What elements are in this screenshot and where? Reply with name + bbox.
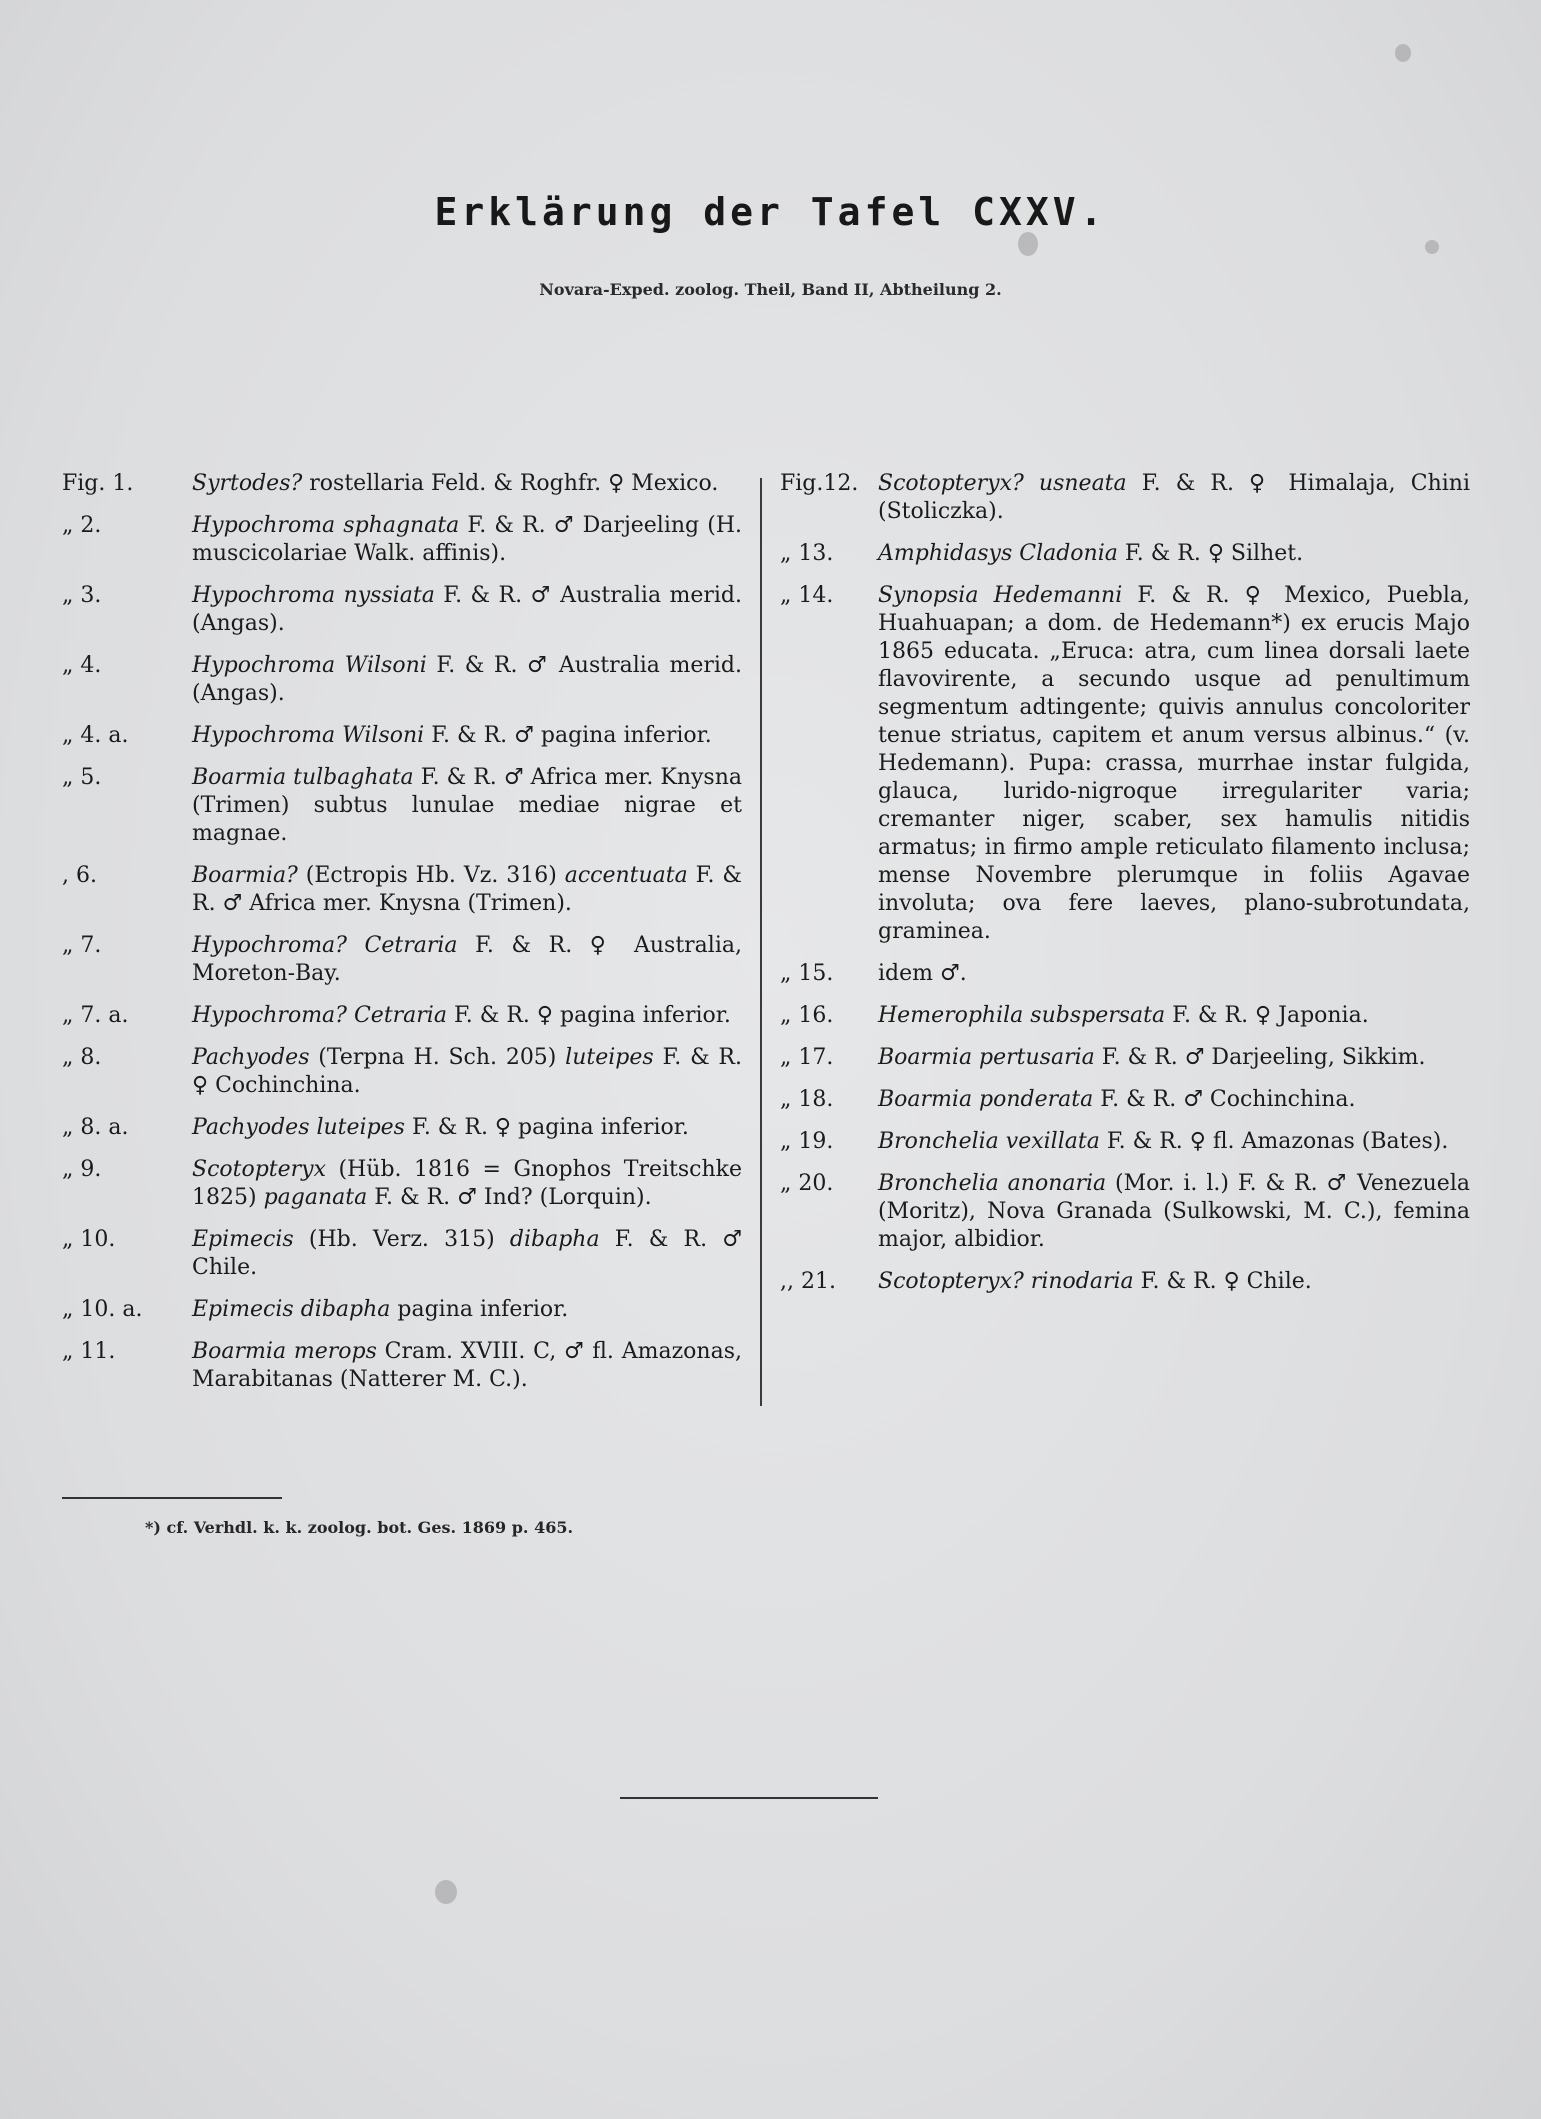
- figure-entry: [62, 582, 742, 638]
- description-text: F. & R. ♂ Australia merid. (Angas).: [192, 583, 742, 636]
- description-text: F. & R. ♂ Ind? (Lorquin).: [367, 1185, 652, 1210]
- figure-label: , 6.: [62, 863, 97, 888]
- figure-entry: [780, 540, 1470, 568]
- species-name: Pachyodes luteipes: [192, 1115, 405, 1140]
- figure-description: [192, 582, 742, 638]
- species-name: Bronchelia anonaria: [878, 1171, 1107, 1196]
- figure-label: „ 9.: [62, 1157, 102, 1182]
- figure-entry: [780, 960, 1470, 988]
- figure-entry: [62, 862, 742, 918]
- description-text: F. & R. ♀ fl. Amazonas (Bates).: [1099, 1129, 1449, 1154]
- figure-label: „ 11.: [62, 1339, 116, 1364]
- description-text: F. & R. ♀ Silhet.: [1117, 541, 1304, 566]
- description-text: F. & R. ♂ Australia merid. (Angas).: [192, 653, 742, 706]
- description-text: pagina inferior.: [390, 1297, 569, 1322]
- species-name: Scotopteryx: [192, 1157, 327, 1182]
- description-text: F. & R. ♂ Darjeeling, Sikkim.: [1094, 1045, 1426, 1070]
- figure-entry: [62, 1338, 742, 1394]
- footnote: *) cf. Verhdl. k. k. zoolog. bot. Ges. 1869 p. 465.: [145, 1518, 574, 1537]
- figure-description: [878, 1002, 1470, 1030]
- description-text: F. & R. ♀ pagina inferior.: [404, 1115, 689, 1140]
- figure-entry: [780, 1128, 1470, 1156]
- species-name: Pachyodes: [192, 1045, 310, 1070]
- species-name: Boarmia pertusaria: [878, 1045, 1095, 1070]
- species-name: Epimecis: [192, 1227, 294, 1252]
- figure-description: [878, 470, 1470, 526]
- figure-label: „ 2.: [62, 513, 102, 538]
- species-name: Boarmia merops: [192, 1339, 377, 1364]
- page-subtitle: Novara-Exped. zoolog. Theil, Band II, Abtheilung 2.: [539, 280, 1002, 299]
- figure-description: [878, 582, 1470, 946]
- figure-entry: [62, 1114, 742, 1142]
- species-name: Hypochroma? Cetraria: [192, 933, 458, 958]
- species-name: Synopsia Hedemanni: [878, 583, 1123, 608]
- species-name: Hypochroma nyssiata: [192, 583, 435, 608]
- figure-label: „ 18.: [780, 1087, 834, 1112]
- figure-entry: [780, 470, 1470, 526]
- species-name: luteipes: [565, 1045, 654, 1070]
- figure-description: [878, 1268, 1470, 1296]
- figure-entry: [62, 470, 742, 498]
- figure-entry: [62, 764, 742, 848]
- figure-entry: [62, 512, 742, 568]
- figure-label: Fig. 1.: [62, 471, 134, 496]
- description-text: F. & R. ♀ Mexico, Puebla, Huahuapan; a dom. de Hedemann*) ex erucis Majo 1865 educata. „Eruca: atra, cum linea dorsali laete flavovirente, a secundo usque ad penultimum segmentum adtingente; quivis annulus concoloriter tenue striatus, capitem et anum versus albinus.“ (v. Hedemann). Pupa: crassa, murrhae instar fulgida, glauca, lurido-nigroque irregulariter varia; cremanter niger, scaber, sex hamulis nitidis armatus; in firmo ample reticulato filamento inclusa; mense Novembre plerumque in foliis Agavae involuta; ova fere laeves, plano-subrotundata, graminea.: [878, 583, 1470, 944]
- figure-label: „ 19.: [780, 1129, 834, 1154]
- species-name: Amphidasys Cladonia: [878, 541, 1118, 566]
- description-text: (Ectropis Hb. Vz. 316): [297, 863, 565, 888]
- figure-description: [192, 722, 742, 750]
- figure-description: [192, 652, 742, 708]
- figure-entry: [62, 1296, 742, 1324]
- figure-entry: [62, 1226, 742, 1282]
- figure-entry: [62, 722, 742, 750]
- figure-label: „ 10. a.: [62, 1297, 143, 1322]
- figure-label: „ 5.: [62, 765, 102, 790]
- figure-label: „ 8. a.: [62, 1115, 129, 1140]
- figure-label: „ 3.: [62, 583, 102, 608]
- species-name: Syrtodes?: [192, 471, 303, 496]
- species-name: Hemerophila subspersata: [878, 1003, 1166, 1028]
- description-text: (Mor. i. l.) F. & R. ♂ Venezuela (Moritz), Nova Granada (Sulkowski, M. C.), femina major, albidior.: [878, 1171, 1470, 1252]
- figure-entry: [780, 1002, 1470, 1030]
- species-name: Scotopteryx? rinodaria: [878, 1269, 1134, 1294]
- figure-label: „ 4. a.: [62, 723, 129, 748]
- species-name: paganata: [263, 1185, 368, 1210]
- species-name: Scotopteryx? usneata: [878, 471, 1127, 496]
- description-text: Cram. XVIII. C, ♂ fl. Amazonas, Marabitanas (Natterer M. C.).: [192, 1339, 742, 1392]
- figure-entry: [780, 1044, 1470, 1072]
- description-text: F. & R. ♀ Australia, Moreton-Bay.: [192, 933, 742, 986]
- figure-label: „ 15.: [780, 961, 834, 986]
- figure-label: „ 7. a.: [62, 1003, 129, 1028]
- figure-entry: [62, 1002, 742, 1030]
- figure-description: [192, 1226, 742, 1282]
- figure-entry: [780, 1086, 1470, 1114]
- figure-label: „ 20.: [780, 1171, 834, 1196]
- description-text: F. & R. ♂ pagina inferior.: [424, 723, 712, 748]
- figure-description: [192, 862, 742, 918]
- species-name: dibapha: [509, 1227, 600, 1252]
- figure-entry: [780, 1170, 1470, 1254]
- figure-entry: [62, 1044, 742, 1100]
- species-name: Hypochroma Wilsoni: [192, 723, 425, 748]
- figure-description: [192, 1156, 742, 1212]
- figure-description: [878, 960, 1470, 988]
- description-text: F. & R. ♀ Himalaja, Chini (Stoliczka).: [878, 471, 1470, 524]
- figure-label: „ 14.: [780, 583, 834, 608]
- left-column: [62, 470, 742, 1408]
- page-title: Erklärung der Tafel CXXV.: [434, 190, 1107, 234]
- species-name: Boarmia tulbaghata: [192, 765, 414, 790]
- figure-description: [192, 1338, 742, 1394]
- footnote-separator: [62, 1497, 282, 1499]
- species-name: Hypochroma sphagnata: [192, 513, 460, 538]
- description-text: F. & R. ♀ pagina inferior.: [446, 1003, 731, 1028]
- figure-description: [878, 1170, 1470, 1254]
- description-text: (Hb. Verz. 315): [293, 1227, 510, 1252]
- figure-description: [192, 1296, 742, 1324]
- figure-description: [192, 1044, 742, 1100]
- figure-entry: [780, 1268, 1470, 1296]
- species-name: Bronchelia vexillata: [878, 1129, 1100, 1154]
- figure-label: „ 8.: [62, 1045, 102, 1070]
- species-name: Hypochroma Wilsoni: [192, 653, 427, 678]
- figure-description: [878, 1128, 1470, 1156]
- column-divider: [760, 478, 762, 1406]
- figure-entry: [62, 1156, 742, 1212]
- species-name: Hypochroma? Cetraria: [192, 1003, 447, 1028]
- figure-label: „ 4.: [62, 653, 102, 678]
- figure-description: [878, 1086, 1470, 1114]
- stain-spot: [1425, 240, 1439, 254]
- description-text: F. & R. ♂ Chile.: [192, 1227, 742, 1280]
- description-text: F. & R. ♂ Darjeeling (H. muscicolariae Walk. affinis).: [192, 513, 742, 566]
- figure-description: [192, 1114, 742, 1142]
- species-name: accentuata: [564, 863, 688, 888]
- species-name: Epimecis dibapha: [192, 1297, 391, 1322]
- stain-spot: [1018, 232, 1038, 256]
- figure-label: „ 13.: [780, 541, 834, 566]
- figure-description: [192, 932, 742, 988]
- figure-description: [192, 764, 742, 848]
- description-text: (Terpna H. Sch. 205): [309, 1045, 566, 1070]
- description-text: idem ♂.: [878, 961, 967, 986]
- description-text: rostellaria Feld. & Roghfr. ♀ Mexico.: [302, 471, 719, 496]
- species-name: Boarmia ponderata: [878, 1087, 1094, 1112]
- figure-entry: [780, 582, 1470, 946]
- figure-entry: [62, 932, 742, 988]
- stain-spot: [435, 1880, 457, 1904]
- stain-spot: [1395, 44, 1411, 62]
- figure-label: Fig.12.: [780, 471, 859, 496]
- species-name: Boarmia?: [192, 863, 298, 888]
- figure-label: „ 7.: [62, 933, 102, 958]
- end-rule: [620, 1797, 878, 1799]
- description-text: F. & R. ♂ Cochinchina.: [1093, 1087, 1356, 1112]
- figure-label: „ 16.: [780, 1003, 834, 1028]
- right-column: [780, 470, 1470, 1310]
- figure-description: [878, 540, 1470, 568]
- description-text: F. & R. ♂ Africa mer. Knysna (Trimen) subtus lunulae mediae nigrae et magnae.: [192, 765, 742, 846]
- description-text: F. & R. ♀ Chile.: [1133, 1269, 1312, 1294]
- figure-description: [192, 512, 742, 568]
- figure-label: „ 17.: [780, 1045, 834, 1070]
- description-text: F. & R. ♀ Cochinchina.: [192, 1045, 742, 1098]
- description-text: (Hüb. 1816 = Gnophos Treitschke 1825): [192, 1157, 742, 1210]
- description-text: F. & R. ♂ Africa mer. Knysna (Trimen).: [192, 863, 742, 916]
- figure-description: [192, 470, 742, 498]
- figure-label: „ 10.: [62, 1227, 116, 1252]
- figure-description: [192, 1002, 742, 1030]
- description-text: F. & R. ♀ Japonia.: [1165, 1003, 1369, 1028]
- figure-label: ,, 21.: [780, 1269, 836, 1294]
- figure-description: [878, 1044, 1470, 1072]
- figure-entry: [62, 652, 742, 708]
